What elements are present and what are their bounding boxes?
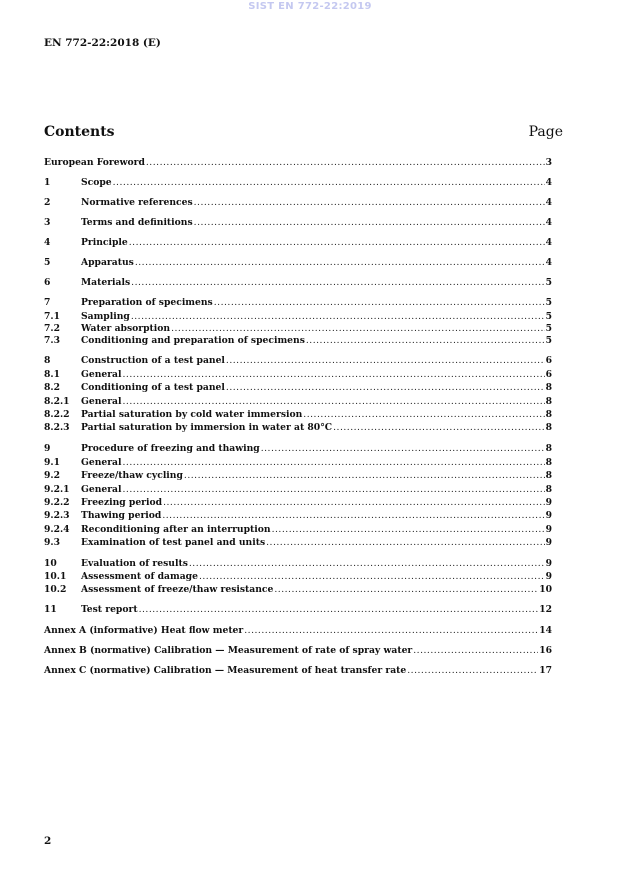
toc-entry-title: Assessment of damage (81, 571, 198, 582)
toc-entry-page: 9 (545, 510, 552, 521)
toc-entry[interactable] (44, 217, 552, 229)
toc-entry-title: General (81, 396, 122, 407)
toc-entry[interactable] (44, 457, 552, 469)
toc-entry-number: 8 (44, 355, 51, 366)
toc-dot-leader (274, 584, 538, 596)
toc-entry-number: 8.2 (44, 382, 60, 393)
toc-entry-page: 8 (545, 396, 552, 407)
toc-entry-title: Annex C (normative) Calibration — Measurement of heat transfer rate (44, 665, 407, 676)
toc-dot-leader (123, 396, 545, 408)
toc-entry-page: 8 (545, 484, 552, 495)
toc-entry[interactable] (44, 409, 552, 421)
toc-dot-leader (226, 355, 545, 367)
toc-entry-number: 5 (44, 257, 51, 268)
toc-dot-leader (123, 369, 545, 381)
toc-entry-page: 8 (545, 470, 552, 481)
toc-dot-leader (131, 277, 544, 289)
toc-entry-number: 2 (44, 197, 51, 208)
toc-entry[interactable] (44, 396, 552, 408)
toc-dot-leader (407, 665, 538, 677)
toc-entry[interactable] (44, 197, 552, 209)
toc-dot-leader (333, 422, 544, 434)
toc-entry[interactable] (44, 297, 552, 309)
toc-entry[interactable] (44, 369, 552, 381)
toc-entry-page: 10 (539, 584, 552, 595)
toc-entry[interactable] (44, 558, 552, 570)
toc-dot-leader (199, 571, 545, 583)
toc-entry-page: 16 (539, 645, 552, 656)
toc-entry[interactable] (44, 484, 552, 496)
toc-entry-page: 6 (545, 369, 552, 380)
toc-entry-title: General (81, 369, 122, 380)
toc-dot-leader (135, 257, 545, 269)
toc-dot-leader (171, 323, 545, 335)
watermark: SIST EN 772-22:2019 (248, 1, 372, 12)
toc-dot-leader (163, 497, 545, 509)
toc-entry[interactable] (44, 625, 552, 637)
toc-entry-number: 3 (44, 217, 51, 228)
toc-dot-leader (123, 484, 545, 496)
toc-entry-page: 14 (539, 625, 552, 636)
toc-entry[interactable] (44, 335, 552, 347)
toc-dot-leader (189, 558, 545, 570)
toc-entry-number: 11 (44, 604, 57, 615)
toc-entry[interactable] (44, 571, 552, 583)
toc-entry-page: 6 (545, 355, 552, 366)
page-column-label: Page (528, 124, 563, 140)
toc-entry-page: 4 (545, 257, 552, 268)
toc-entry-page: 12 (539, 604, 552, 615)
toc-entry-title: Examination of test panel and units (81, 537, 266, 548)
toc-entry-title: Apparatus (81, 257, 134, 268)
toc-dot-leader (146, 157, 545, 169)
toc-entry[interactable] (44, 177, 552, 189)
toc-entry[interactable] (44, 237, 552, 249)
toc-entry-page: 17 (539, 665, 552, 676)
toc-entry-page: 5 (545, 335, 552, 346)
toc-dot-leader (139, 604, 539, 616)
toc-entry[interactable] (44, 604, 552, 616)
toc-entry-number: 4 (44, 237, 51, 248)
toc-entry-title: General (81, 484, 122, 495)
toc-entry-title: Procedure of freezing and thawing (81, 443, 260, 454)
toc-entry-number: 9.3 (44, 537, 60, 548)
toc-entry-page: 8 (545, 409, 552, 420)
toc-entry-title: European Foreword (44, 157, 145, 168)
toc-entry-number: 9.1 (44, 457, 60, 468)
toc-entry-page: 8 (545, 443, 552, 454)
toc-dot-leader (123, 457, 545, 469)
toc-entry-title: Thawing period (81, 510, 162, 521)
toc-entry[interactable] (44, 665, 552, 677)
toc-entry-title: Annex A (informative) Heat flow meter (44, 625, 244, 636)
toc-entry[interactable] (44, 537, 552, 549)
toc-entry-number: 8.2.1 (44, 396, 70, 407)
toc-entry-number: 9.2.2 (44, 497, 70, 508)
toc-entry-page: 5 (545, 323, 552, 334)
toc-entry-title: Scope (81, 177, 112, 188)
toc-entry-title: Evaluation of results (81, 558, 188, 569)
toc-entry-title: Partial saturation by immersion in water at 80°C (81, 422, 333, 433)
toc-entry-number: 7.3 (44, 335, 60, 346)
toc-entry-title: Conditioning of a test panel (81, 382, 225, 393)
toc-entry-number: 8.1 (44, 369, 60, 380)
toc-entry-number: 9.2 (44, 470, 60, 481)
toc-entry-title: General (81, 457, 122, 468)
contents-title: Contents (44, 124, 115, 140)
toc-entry[interactable] (44, 510, 552, 522)
toc-entry-number: 6 (44, 277, 51, 288)
toc-entry-number: 10.1 (44, 571, 67, 582)
toc-dot-leader (266, 537, 544, 549)
toc-entry-title: Reconditioning after an interruption (81, 524, 271, 535)
toc-dot-leader (303, 409, 544, 421)
toc-dot-leader (184, 470, 545, 482)
toc-entry-title: Sampling (81, 311, 130, 322)
toc-dot-leader (214, 297, 545, 309)
toc-dot-leader (194, 197, 545, 209)
toc-dot-leader (194, 217, 545, 229)
toc-entry-page: 9 (545, 537, 552, 548)
toc-entry-page: 9 (545, 571, 552, 582)
toc-entry-title: Principle (81, 237, 128, 248)
toc-entry-number: 8.2.3 (44, 422, 70, 433)
toc-entry-page: 9 (545, 558, 552, 569)
toc-entry-title: Annex B (normative) Calibration — Measurement of rate of spray water (44, 645, 413, 656)
toc-entry[interactable] (44, 470, 552, 482)
document-id: EN 772-22:2018 (E) (44, 37, 161, 49)
toc-entry-number: 9.2.3 (44, 510, 70, 521)
toc-entry[interactable] (44, 311, 552, 323)
toc-entry[interactable] (44, 422, 552, 434)
toc-entry-page: 5 (545, 277, 552, 288)
toc-entry[interactable] (44, 323, 552, 335)
toc-dot-leader (272, 524, 545, 536)
toc-entry-number: 7 (44, 297, 51, 308)
toc-entry[interactable] (44, 355, 552, 367)
toc-entry[interactable] (44, 443, 552, 455)
toc-entry[interactable] (44, 497, 552, 509)
toc-entry-number: 9.2.4 (44, 524, 70, 535)
toc-entry-title: Test report (81, 604, 138, 615)
toc-entry-number: 7.1 (44, 311, 60, 322)
toc-dot-leader (413, 645, 538, 657)
toc-entry[interactable] (44, 645, 552, 657)
toc-entry-title: Partial saturation by cold water immersion (81, 409, 303, 420)
toc-entry[interactable] (44, 277, 552, 289)
page-number: 2 (44, 835, 52, 847)
toc-entry-title: Conditioning and preparation of specimens (81, 335, 305, 346)
toc-entry-title: Construction of a test panel (81, 355, 225, 366)
toc-entry[interactable] (44, 257, 552, 269)
toc-entry-number: 7.2 (44, 323, 60, 334)
toc-entry[interactable] (44, 584, 552, 596)
toc-entry-number: 9 (44, 443, 51, 454)
toc-dot-leader (129, 237, 545, 249)
toc-entry-title: Freeze/thaw cycling (81, 470, 183, 481)
toc-entry-number: 10 (44, 558, 57, 569)
toc-entry[interactable] (44, 382, 552, 394)
toc-entry-page: 8 (545, 422, 552, 433)
toc-entry[interactable] (44, 524, 552, 536)
toc-entry-page: 9 (545, 524, 552, 535)
toc-entry-page: 5 (545, 297, 552, 308)
toc-entry-page: 4 (545, 197, 552, 208)
toc-entry-title: Water absorption (81, 323, 171, 334)
toc-entry-page: 9 (545, 497, 552, 508)
toc-entry-number: 9.2.1 (44, 484, 70, 495)
toc-entry-page: 5 (545, 311, 552, 322)
toc-entry-page: 8 (545, 382, 552, 393)
toc-entry-page: 4 (545, 177, 552, 188)
toc-dot-leader (162, 510, 544, 522)
toc-entry-page: 3 (545, 157, 552, 168)
toc-entry[interactable] (44, 157, 552, 169)
toc-entry-page: 4 (545, 237, 552, 248)
toc-dot-leader (131, 311, 545, 323)
toc-dot-leader (226, 382, 545, 394)
toc-entry-title: Materials (81, 277, 131, 288)
toc-dot-leader (113, 177, 545, 189)
toc-entry-title: Freezing period (81, 497, 163, 508)
toc-dot-leader (306, 335, 545, 347)
toc-entry-number: 8.2.2 (44, 409, 70, 420)
toc-entry-number: 1 (44, 177, 51, 188)
toc-entry-title: Terms and definitions (81, 217, 193, 228)
toc-dot-leader (261, 443, 545, 455)
toc-entry-page: 8 (545, 457, 552, 468)
toc-entry-title: Preparation of specimens (81, 297, 213, 308)
toc-entry-title: Assessment of freeze/thaw resistance (81, 584, 274, 595)
toc-entry-number: 10.2 (44, 584, 67, 595)
toc-entry-title: Normative references (81, 197, 193, 208)
toc-dot-leader (244, 625, 538, 637)
toc-entry-page: 4 (545, 217, 552, 228)
